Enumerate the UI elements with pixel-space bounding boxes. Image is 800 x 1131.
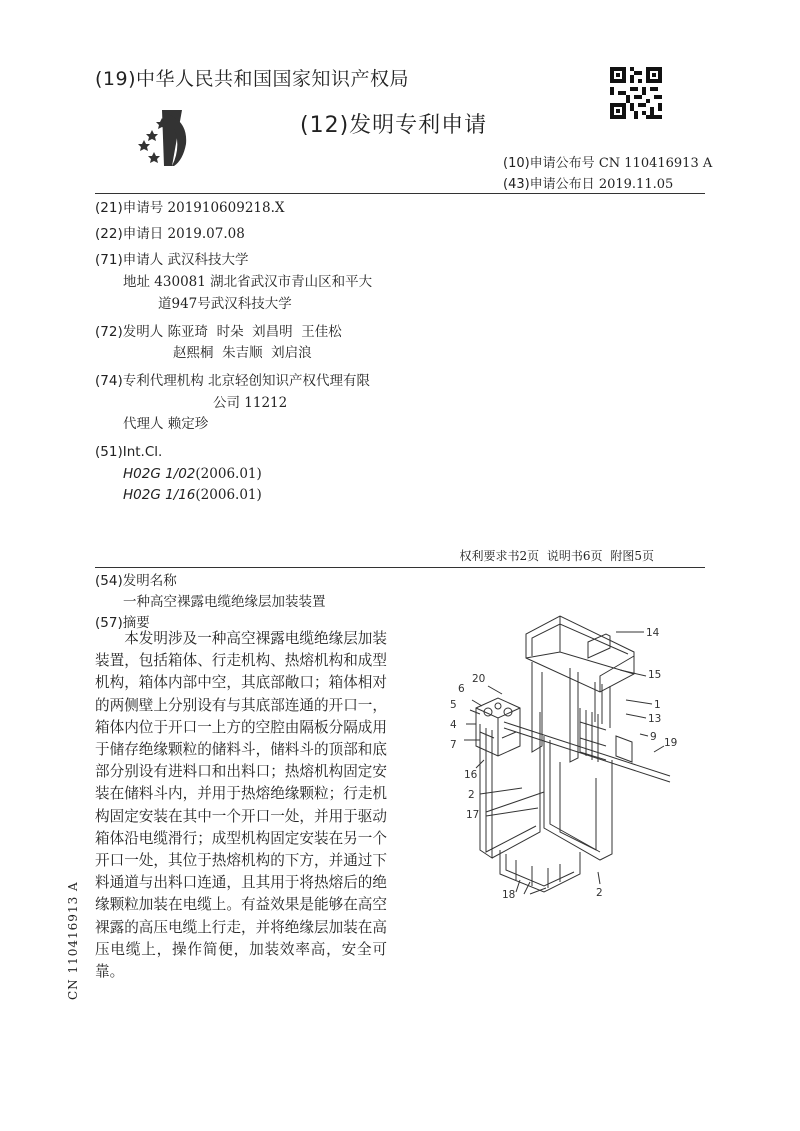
cnipa-logo-icon: [128, 100, 208, 172]
ipc-class-2: H02G 1/16(2006.01): [123, 487, 262, 503]
cable: [504, 708, 670, 782]
callout-20: 20: [472, 673, 486, 685]
abstract-label: (57)摘要: [95, 615, 150, 631]
inventors: (72)发明人 陈亚琦 时朵 刘昌明 王佳松: [95, 324, 342, 340]
pub-number-row: [503, 152, 712, 171]
callout-14: 14: [646, 627, 660, 639]
callout-labels: [450, 627, 677, 901]
callout-2b: 2: [596, 887, 603, 899]
bottom-frames: [500, 850, 580, 892]
callout-18: 18: [502, 889, 516, 901]
section-divider: [95, 567, 705, 568]
callout-16: 16: [464, 769, 478, 781]
application-number: (21)申请号 201910609218.X: [95, 200, 285, 216]
callout-15: 15: [648, 669, 662, 681]
address: 地址 430081 湖北省武汉市青山区和平大: [123, 274, 373, 290]
pub-number: CN 110416913 A: [598, 156, 713, 171]
ipc-class-1: H02G 1/02(2006.01): [123, 466, 262, 482]
invention-title-label: (54)发明名称: [95, 573, 177, 589]
address-line2: 道947号武汉科技大学: [158, 296, 292, 312]
callout-5: 5: [450, 699, 457, 711]
applicant: (71)申请人 武汉科技大学: [95, 252, 249, 268]
side-publication-number: CN 110416913 A: [66, 881, 80, 1000]
patent-agency: (74)专利代理机构 北京轻创知识产权代理有限: [95, 373, 371, 389]
document-type: (12)发明专利申请: [300, 113, 488, 138]
callout-19: 19: [664, 737, 678, 749]
callout-7: 7: [450, 739, 457, 751]
callout-6: 6: [458, 683, 465, 695]
pub-date-label: (43)申请公布日: [503, 177, 595, 192]
invention-title: 一种高空裸露电缆绝缘层加装装置: [123, 594, 326, 610]
callout-4: 4: [450, 719, 457, 731]
pub-date-row: [503, 173, 673, 192]
callout-13: 13: [648, 713, 662, 725]
callout-17: 17: [466, 809, 480, 821]
callout-2: 2: [468, 789, 475, 801]
inventors-line2: 赵熙桐 朱吉顺 刘启浪: [173, 345, 312, 361]
office-name: (19)中华人民共和国国家知识产权局: [95, 68, 410, 90]
left-leg: [480, 712, 540, 858]
header-divider: [95, 193, 705, 194]
agent: 代理人 赖定珍: [123, 416, 209, 432]
int-cl-label: (51)Int.Cl.: [95, 444, 163, 460]
callout-9: 9: [650, 731, 657, 743]
motor-unit: [476, 698, 520, 756]
callout-1: 1: [654, 699, 661, 711]
pub-date: 2019.11.05: [598, 177, 674, 192]
application-date: (22)申请日 2019.07.08: [95, 226, 245, 242]
qr-code-icon: [610, 67, 662, 119]
page-counts: 权利要求书2页 说明书6页 附图5页: [459, 549, 654, 563]
device-drawing: [420, 612, 700, 912]
agency-line2: 公司 11212: [213, 395, 288, 411]
abstract-text: 本发明涉及一种高空裸露电缆绝缘层加装装置，包括箱体、行走机构、热熔机构和成型机构，箱体内部中空，其底部敞口；箱体相对的两侧壁上分别设有与其底部连通的开口一，箱体内位于开口一上方的空腔由隔板分隔成用于储存绝缘颗粒的储料斗，储料斗的顶部和底部分别设有进料口和出料口；热熔机构固定安装在储料斗内，并用于热熔绝缘颗粒；行走机构固定安装在其中一个开口一处，并用于驱动箱体沿电缆滑行；成型机构固定安装在另一个开口一处，其位于热熔机构的下方，并通过下料通道与出料口连通，且其用于将热熔后的绝缘颗粒加装在电缆上。有益效果是能够在高空裸露的高压电缆上行走，并将绝缘层加装在高压电缆上，操作简便，加装效率高，安全可靠。: [95, 630, 387, 981]
pub-number-label: (10)申请公布号: [503, 156, 595, 171]
